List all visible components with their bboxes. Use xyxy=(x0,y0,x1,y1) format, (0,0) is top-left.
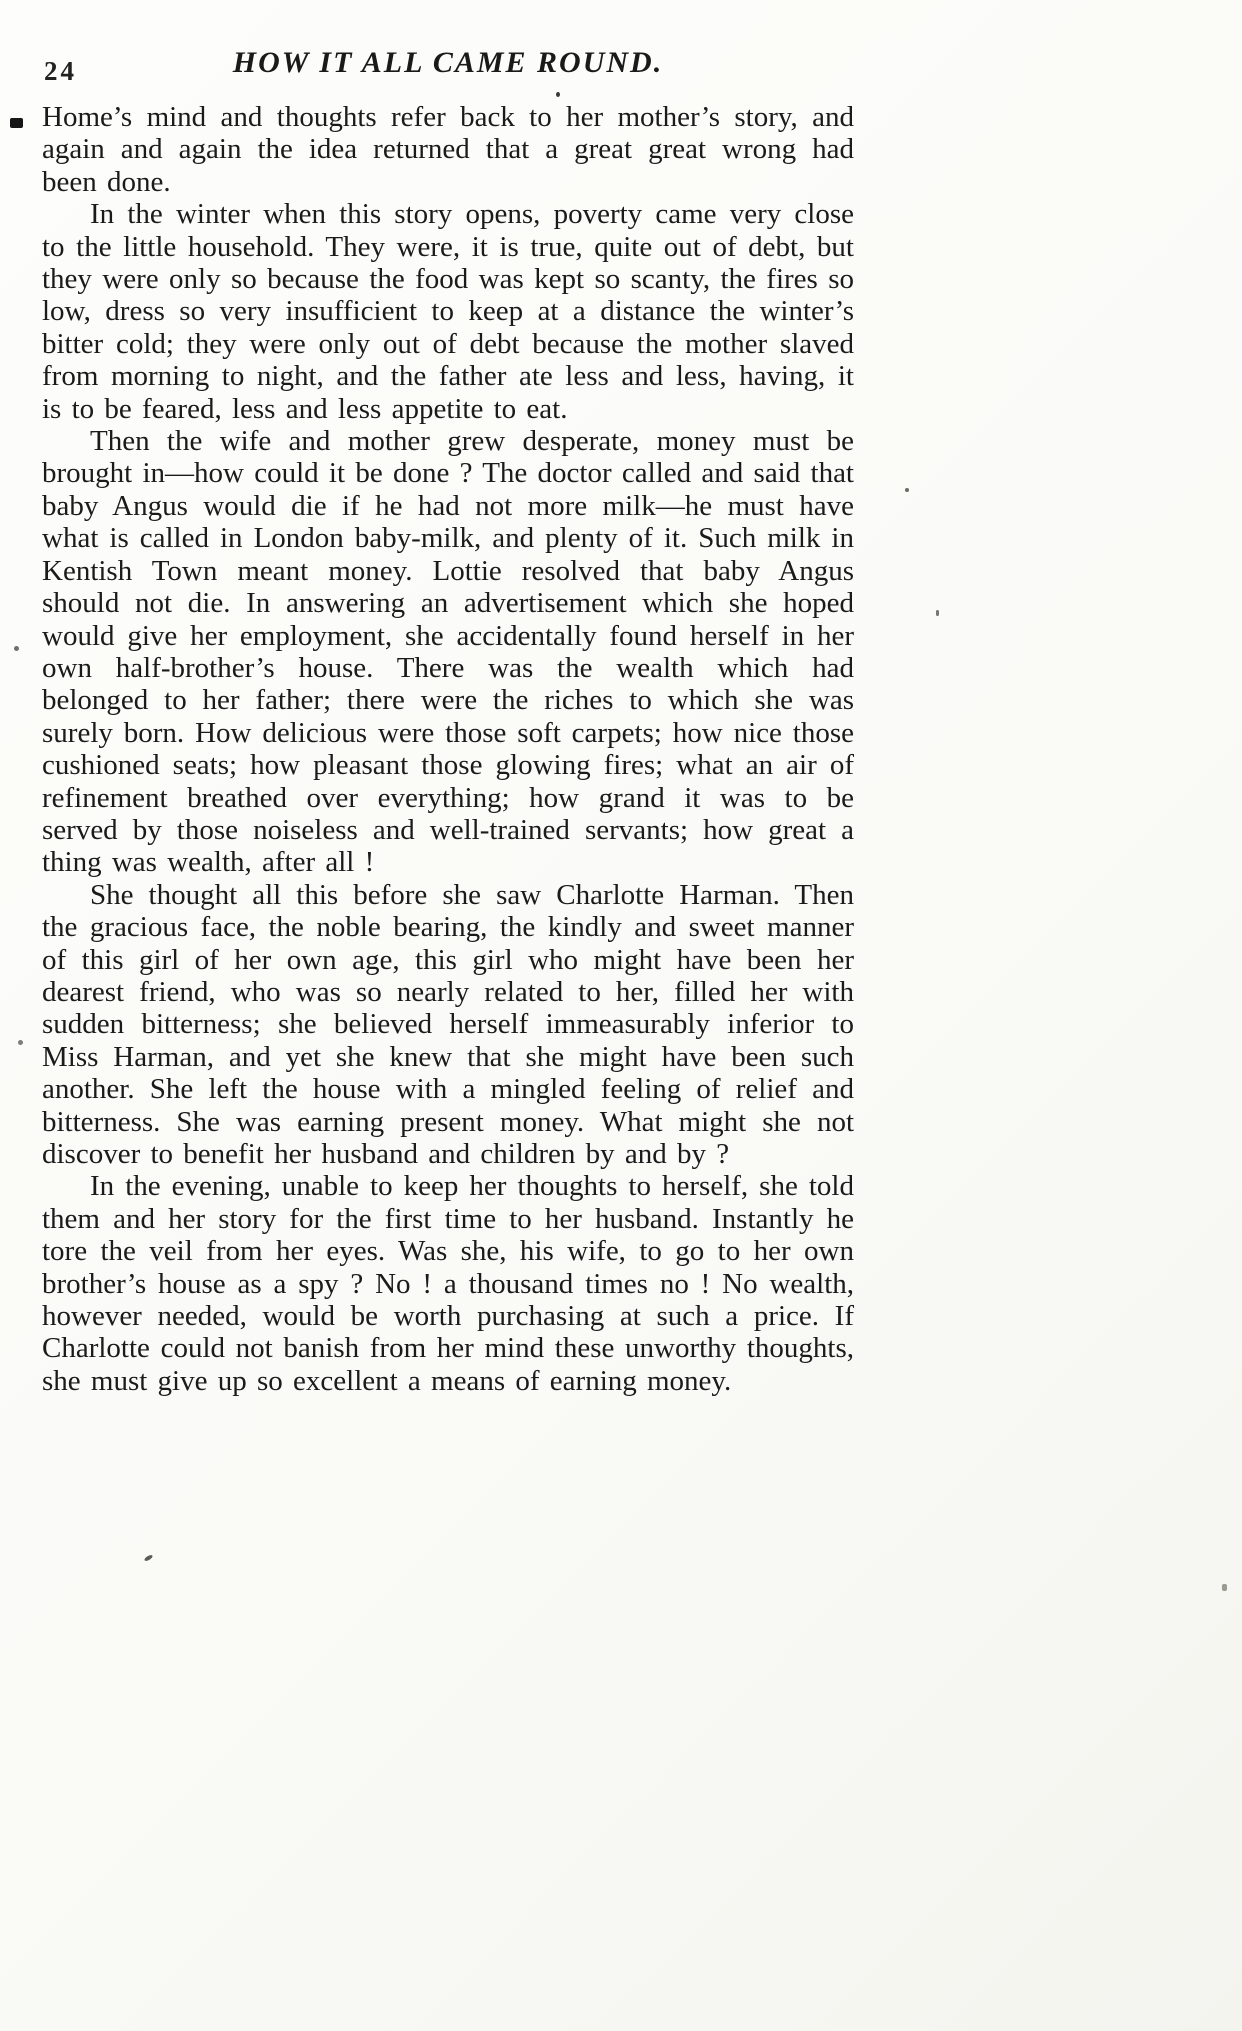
scan-speck xyxy=(18,1040,23,1045)
ink-mark xyxy=(10,118,23,128)
page-number: 24 xyxy=(44,56,77,86)
scan-speck xyxy=(905,488,909,492)
body-text xyxy=(42,101,854,1397)
running-title: HOW IT ALL CAME ROUND. xyxy=(232,46,664,79)
paragraph: Home’s mind and thoughts refer back to her mother’s story, and again and again the idea returned that a great great wrong had been done. xyxy=(42,101,854,198)
scan-speck xyxy=(936,610,939,616)
scan-speck xyxy=(144,1554,154,1562)
page-header xyxy=(42,46,854,94)
scan-speck xyxy=(1222,1584,1227,1591)
paragraph: In the winter when this story opens, poverty came very close to the little household. They were, it is true, quite out of debt, but they were only so because the food was kept so scanty, the fires so low, dress so very insufficient to keep at a distance the winter’s bitter cold; they were only out of debt because the mother slaved from morning to night, and the father ate less and less, having, it is to be feared, less and less appetite to eat. xyxy=(42,198,854,425)
scan-speck xyxy=(556,92,560,97)
paragraph: She thought all this before she saw Charlotte Harman. Then the gracious face, the noble bearing, the kindly and sweet manner of this girl of her own age, this girl who might have been her dearest friend, who was so nearly related to her, filled her with sudden bitterness; she believed herself immeasurably inferior to Miss Harman, and yet she knew that she might have been such another. She left the house with a mingled feeling of relief and bitterness. She was earning present money. What might she not discover to benefit her husband and children by and by ? xyxy=(42,878,854,1170)
paragraph: In the evening, unable to keep her thoughts to herself, she told them and her story for the first time to her husband. Instantly he tore the veil from her eyes. Was she, his wife, to go to her own brother’s house as a spy ? No ! a thousand times no ! No wealth, however needed, would be worth purchasing at such a price. If Charlotte could not banish from her mind these unworthy thoughts, she must give up so excellent a means of earning money. xyxy=(42,1170,854,1397)
scan-speck xyxy=(14,646,19,651)
paragraph: Then the wife and mother grew desperate, money must be brought in—how could it be done ? The doctor called and said that baby Angus would die if he had not more milk—he must have what is called in London baby-milk, and plenty of it. Such milk in Kentish Town meant money. Lottie resolved that baby Angus should not die. In answering an advertisement which she hoped would give her employment, she accidentally found herself in her own half-brother’s house. There was the wealth which had belonged to her father; there were the riches to which she was surely born. How delicious were those soft carpets; how nice those cushioned seats; how pleasant those glowing fires; what an air of refinement breathed over everything; how grand it was to be served by those noiseless and well-trained servants; how great a thing was wealth, after all ! xyxy=(42,425,854,879)
